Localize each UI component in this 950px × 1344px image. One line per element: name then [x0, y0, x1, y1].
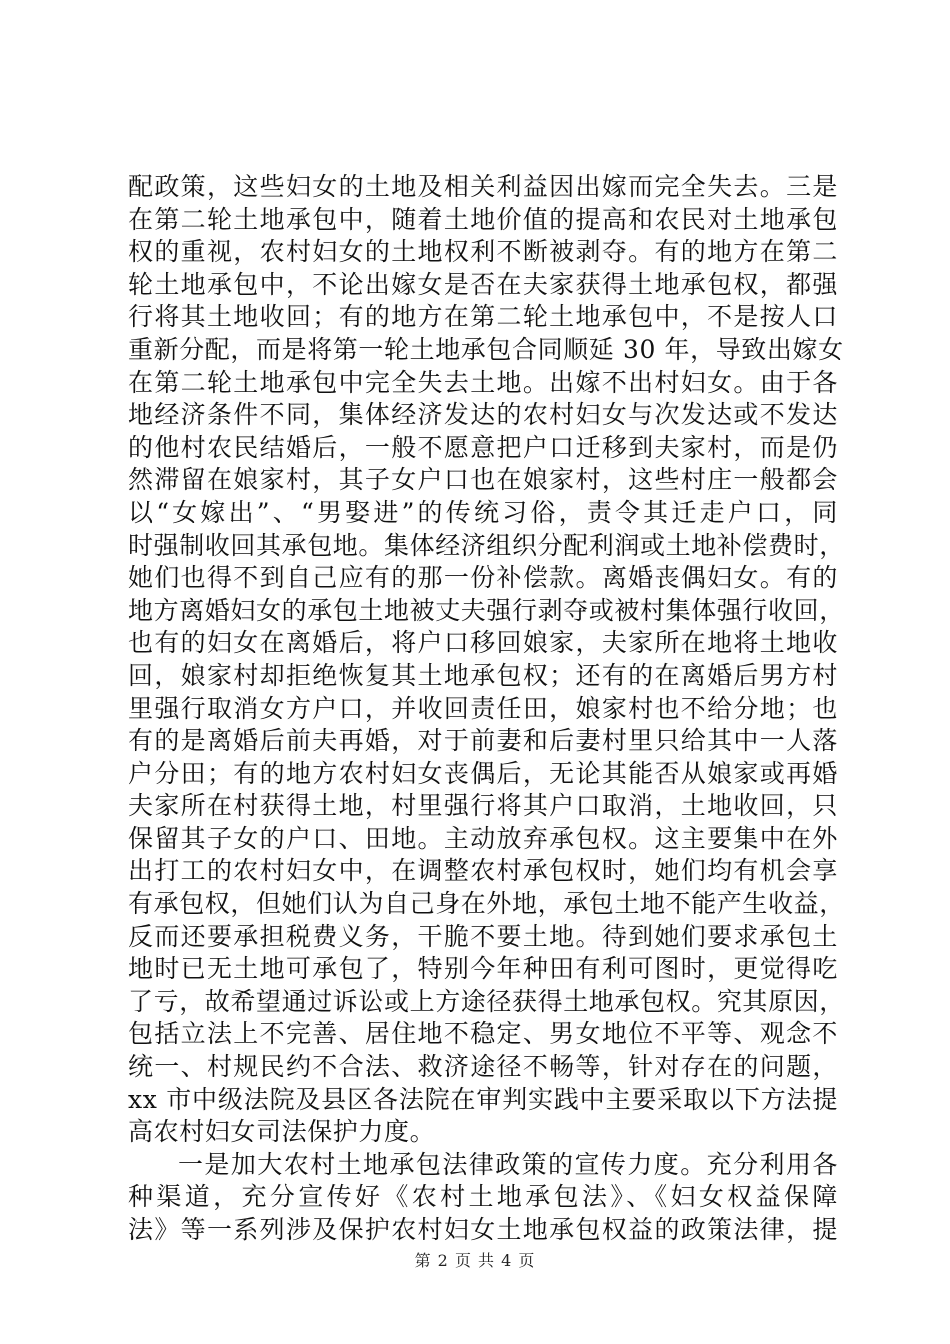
text-line: 种渠道，充分宣传好《农村土地承包法》、《妇女权益保障	[128, 1182, 838, 1212]
text-line: 地经济条件不同，集体经济发达的农村妇女与次发达或不发达	[128, 400, 838, 430]
text-line: 里强行取消女方户口，并收回责任田，娘家村也不给分地；也	[128, 693, 838, 723]
text-line: 轮土地承包中，不论出嫁女是否在夫家获得土地承包权，都强	[128, 269, 838, 299]
text-line: 高农村妇女司法保护力度。	[128, 1117, 436, 1147]
text-line: 权的重视，农村妇女的土地权利不断被剥夺。有的地方在第二	[128, 237, 838, 267]
text-line: 有的是离婚后前夫再婚，对于前妻和后妻村里只给其中一人落	[128, 726, 838, 756]
text-line: 户分田；有的地方农村妇女丧偶后，无论其能否从娘家或再婚	[128, 758, 838, 788]
text-line: 在第二轮土地承包中，随着土地价值的提高和农民对土地承包	[128, 204, 838, 234]
text-line: 行将其土地收回；有的地方在第二轮土地承包中，不是按人口	[128, 302, 838, 332]
text-line: 保留其子女的户口、田地。主动放弃承包权。这主要集中在外	[128, 823, 838, 853]
text-line: 夫家所在村获得土地，村里强行将其户口取消，土地收回，只	[128, 791, 838, 821]
text-line: 重新分配，而是将第一轮土地承包合同顺延 30 年，导致出嫁女	[128, 334, 844, 364]
text-line: 统一、村规民约不合法、救济途径不畅等，针对存在的问题，	[128, 1052, 838, 1082]
text-line: 反而还要承担税费义务，干脆不要土地。待到她们要求承包土	[128, 921, 838, 951]
text-line: 配政策，这些妇女的土地及相关利益因出嫁而完全失去。三是	[128, 172, 838, 201]
page-number-footer: 第 2 页 共 4 页	[414, 1251, 536, 1270]
text-line: 然滞留在娘家村，其子女户口也在娘家村，这些村庄一般都会	[128, 465, 838, 495]
text-line: 一是加大农村土地承包法律政策的宣传力度。充分利用各	[178, 1149, 838, 1179]
text-line: 了亏，故希望通过诉讼或上方途径获得土地承包权。究其原因，	[128, 986, 845, 1016]
text-line: 她们也得不到自己应有的那一份补偿款。离婚丧偶妇女。有的	[128, 563, 838, 593]
body-text	[128, 171, 845, 1247]
text-line: 地时已无土地可承包了，特别今年种田有利可图时，更觉得吃	[128, 954, 838, 984]
text-line: 出打工的农村妇女中，在调整农村承包权时，她们均有机会享	[128, 856, 838, 886]
text-line: 法》等一系列涉及保护农村妇女土地承包权益的政策法律，提	[128, 1215, 838, 1244]
text-line: 的他村农民结婚后，一般不愿意把户口迁移到夫家村，而是仍	[128, 432, 838, 462]
text-line: 地方离婚妇女的承包土地被丈夫强行剥夺或被村集体强行收回，	[128, 595, 845, 625]
text-line: 包括立法上不完善、居住地不稳定、男女地位不平等、观念不	[128, 1019, 838, 1049]
text-line: 回，娘家村却拒绝恢复其土地承包权；还有的在离婚后男方村	[128, 660, 838, 690]
text-line: 有承包权，但她们认为自己身在外地，承包土地不能产生收益，	[128, 889, 845, 919]
text-line: 也有的妇女在离婚后，将户口移回娘家，夫家所在地将土地收	[128, 628, 838, 658]
text-line: 在第二轮土地承包中完全失去土地。出嫁不出村妇女。由于各	[128, 367, 838, 397]
text-line: xx 市中级法院及县区各法院在审判实践中主要采取以下方法提	[128, 1084, 838, 1114]
text-line: 以“女嫁出”、“男娶进”的传统习俗，责令其迁走户口，同	[128, 497, 838, 527]
text-line: 时强制收回其承包地。集体经济组织分配利润或土地补偿费时，	[128, 530, 845, 560]
